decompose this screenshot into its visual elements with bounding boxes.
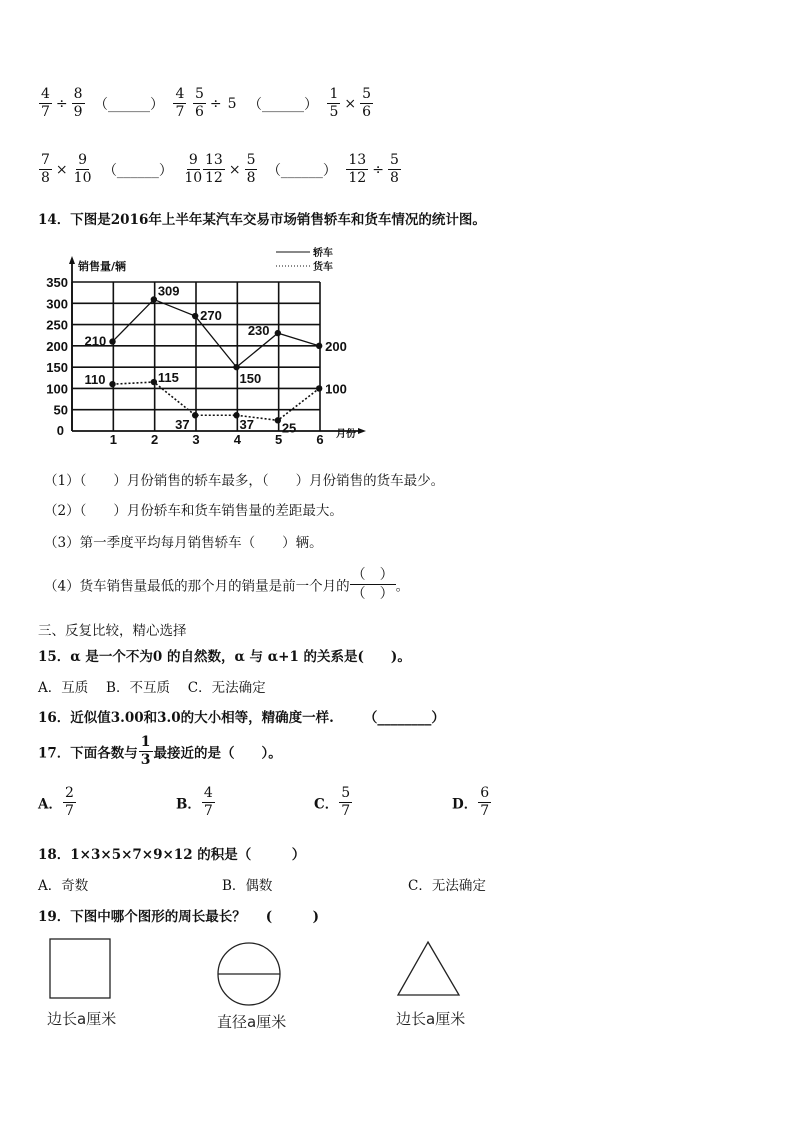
- sales-chart: [38, 244, 378, 449]
- question-19-stem: 19．下图中哪个图形的周长最长？ ( ): [38, 909, 320, 925]
- x-axis-label: 月份: [336, 429, 356, 440]
- truck-point: [151, 379, 157, 385]
- truck-data-label: 100: [325, 381, 347, 397]
- question-15-stem: 15．α 是一个不为0 的自然数，α 与 α+1 的关系是( )。: [38, 649, 411, 665]
- sedan-point: [192, 313, 198, 319]
- y-tick-label: 350: [46, 275, 68, 290]
- y-tick-label: 300: [46, 296, 68, 312]
- truck-data-label: 37: [239, 417, 254, 433]
- fraction: $\frac{5}{6}$: [195, 86, 204, 120]
- question-18-option-c[interactable]: C．无法确定: [408, 878, 486, 894]
- sedan-data-label: 230: [247, 323, 270, 339]
- y-tick-label: 250: [46, 317, 68, 333]
- question-17-option-b[interactable]: B． $\frac{4}{7}$: [176, 785, 213, 819]
- answer-blank[interactable]: （______）: [248, 96, 319, 113]
- compare-row-2b: $\frac{13}{12}$ × $\frac{5}{8}$ （______） $\frac{13}{12}$ ÷ $\frac{5}{8}$: [205, 152, 399, 186]
- x-axis-arrow: [358, 428, 366, 434]
- question-15-options[interactable]: A．互质 B．不互质 C．无法确定: [38, 680, 266, 696]
- y-axis-label: 销售量/辆: [78, 260, 127, 273]
- legend-sedan-label: 轿车: [313, 248, 333, 259]
- question-14-sub2: （2）（ ）月份轿车和货车销售量的差距最大。: [44, 503, 343, 519]
- fraction: $\frac{4}{7}$: [175, 86, 185, 120]
- x-tick-label: 2: [151, 432, 159, 447]
- question-17-option-a[interactable]: A． $\frac{2}{7}$: [38, 785, 74, 819]
- triangle-caption: 边长a厘米: [396, 1010, 466, 1028]
- fraction: $\frac{7}{8}$: [41, 152, 50, 186]
- circle-caption: 直径a厘米: [217, 1013, 287, 1031]
- square-caption: 边长a厘米: [47, 1010, 117, 1028]
- y-tick-label: 50: [53, 402, 68, 418]
- fraction: $\frac{13}{12}$: [348, 152, 367, 186]
- compare-row-1: $\frac{4}{7}$ ÷ $\frac{8}{9}$ （______） $\frac{4}{7}$: [41, 86, 185, 120]
- triangle-shape: [396, 940, 462, 998]
- answer-blank[interactable]: ( ): [265, 909, 320, 925]
- sedan-data-label: 309: [157, 283, 180, 299]
- question-14-title: 14．下图是2016年上半年某汽车交易市场销售轿车和货车情况的统计图。: [38, 212, 486, 228]
- fraction: $\frac{4}{7}$: [41, 86, 50, 120]
- sedan-point: [109, 338, 115, 344]
- compare-row-1b: $\frac{5}{6}$ ÷ 5 （______） $\frac{1}{5}$ × $\frac{5}{6}$: [195, 86, 372, 120]
- fraction: $\frac{5}{8}$: [389, 152, 399, 186]
- y-tick-label: 100: [46, 381, 68, 397]
- answer-blank[interactable]: （______）: [102, 162, 173, 179]
- section-3-title: 三、反复比较，精心选择: [38, 623, 187, 639]
- truck-point: [192, 412, 198, 418]
- truck-point: [109, 381, 115, 387]
- fraction: $\frac{5}{6}$: [362, 86, 372, 120]
- sedan-point: [275, 330, 281, 336]
- chart-legend: [276, 246, 333, 273]
- compare-row-2: $\frac{7}{8}$ × $\frac{9}{10}$ （______） $\frac{9}{10}$: [41, 152, 203, 186]
- fraction: $\frac{9}{10}$: [73, 152, 92, 186]
- chart-axes: [46, 256, 366, 447]
- sedan-data-label: 200: [325, 338, 347, 354]
- fraction: $\frac{13}{12}$: [205, 152, 223, 186]
- sedan-data-label: 270: [200, 308, 222, 324]
- y-tick-label: 200: [46, 338, 68, 354]
- sedan-data-label: 210: [84, 333, 107, 349]
- x-tick-label: 1: [109, 432, 117, 447]
- truck-point: [275, 417, 281, 423]
- x-tick-label: 5: [275, 432, 283, 447]
- answer-fraction-blank[interactable]: $\frac{( )}{( )}$: [351, 567, 394, 602]
- truck-data-label: 110: [84, 372, 106, 388]
- fraction: $\frac{9}{10}$: [184, 152, 203, 186]
- x-tick-label: 6: [316, 432, 324, 447]
- sedan-point: [233, 364, 239, 370]
- sedan-point: [151, 296, 157, 302]
- answer-blank[interactable]: （______）: [266, 162, 337, 179]
- question-18-stem: 18．1×3×5×7×9×12 的积是（ ）: [38, 847, 306, 863]
- x-tick-label: 4: [233, 432, 241, 447]
- question-18-option-a[interactable]: A．奇数: [38, 878, 89, 894]
- truck-data-label: 37: [175, 417, 190, 433]
- sedan-data-label: 150: [239, 371, 262, 387]
- circle-shape: [215, 940, 283, 1008]
- fraction: $\frac{5}{8}$: [246, 152, 256, 186]
- sedan-point: [316, 343, 322, 349]
- question-14-sub1: （1）（ ）月份销售的轿车最多，（ ）月份销售的货车最少。: [44, 473, 445, 489]
- origin-label: 0: [56, 423, 64, 438]
- question-14-sub4: （4）货车销售量最低的那个月的销量是前一个月的 $\frac{( )}{( )}$ 。: [44, 567, 410, 602]
- question-17-stem: 17．下面各数与 $\frac{1}{3}$ 最接近的是（ ）。: [38, 734, 282, 768]
- fraction: $\frac{1}{3}$: [140, 734, 151, 768]
- x-tick-label: 3: [192, 432, 200, 447]
- question-14-sub3: （3）第一季度平均每月销售轿车（ ）辆。: [44, 535, 323, 551]
- truck-data-label: 25: [281, 420, 297, 436]
- answer-blank[interactable]: （______）: [94, 96, 165, 113]
- fraction: $\frac{1}{5}$: [329, 86, 339, 120]
- legend-truck-label: 货车: [313, 262, 333, 273]
- question-17-option-d[interactable]: D． $\frac{6}{7}$: [452, 785, 490, 819]
- question-18-option-b[interactable]: B．偶数: [222, 878, 273, 894]
- answer-blank[interactable]: （________）: [363, 710, 445, 726]
- truck-data-label: 115: [157, 370, 179, 386]
- y-tick-label: 150: [46, 360, 68, 376]
- question-16-stem: 16．近似值3.00和3.0的大小相等，精确度一样. （________）: [38, 710, 445, 726]
- truck-point: [316, 385, 322, 391]
- chart-series: [85, 283, 347, 435]
- chart-grid: [72, 282, 320, 431]
- square-shape: [48, 937, 114, 1001]
- y-axis-arrow: [69, 256, 75, 264]
- fraction: $\frac{8}{9}$: [73, 86, 83, 120]
- question-17-option-c[interactable]: C． $\frac{5}{7}$: [314, 785, 351, 819]
